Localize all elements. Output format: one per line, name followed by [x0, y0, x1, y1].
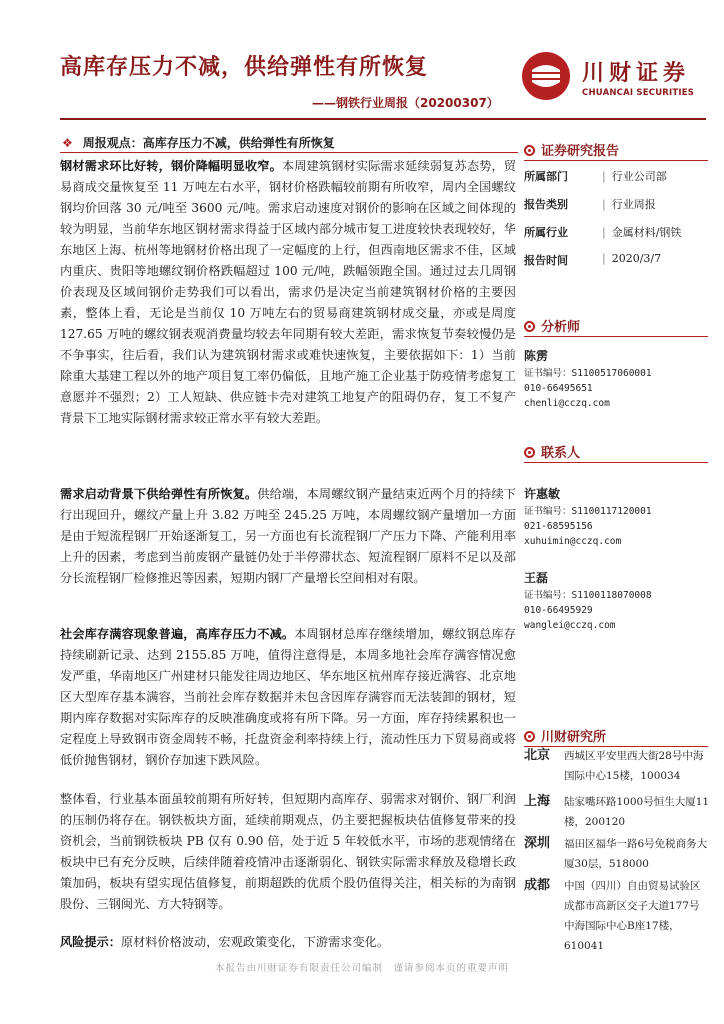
section-heading: ❖ 周报观点：高库存压力不减，供给弹性有所恢复 [62, 136, 335, 150]
circle-bullet-icon [524, 731, 535, 742]
sidebar-divider [524, 462, 708, 463]
contact-card: 王磊 证书编号：S1100118070008 010-66495929 wanglei@cczq.com [524, 568, 708, 633]
paragraph-inventory: 社会库存满容现象普遍，高库存压力不减。本周钢材总库存继续增加，螺纹钢总库存持续刷新记录、达到 2155.85 万吨，值得注意得是，本周多地社会库存满容情况愈发严重，华南地区广州建材只能发往周边地区、华东地区杭州库存接近满容、北京地区大型库存基本满容，当前社会库存数据并未包含因库存满容而无法装卸的钢材，短期内库存数据对实际库存的反映准确度或将有所下降。另一方面，库存持续累积也一定程度上导致钢市资金周转不畅，托盘资金利率持续上行，流动性压力下贸易商或将低价抛售钢材，钢价存加速下跌风险。 [60, 627, 516, 767]
institute-heading: 川财研究所 [524, 726, 606, 745]
analyst-card: 陈雳 证书编号：S1100517060001 010-66495651 chenli@cczq.com [524, 346, 708, 411]
chuancai-logo-icon [522, 52, 570, 100]
circle-bullet-icon [524, 321, 535, 332]
sidebar-divider [524, 336, 708, 337]
sidebar-divider [524, 160, 708, 161]
email-link[interactable]: xuhuimin@cczq.com [524, 536, 622, 547]
diamond-bullet-icon: ❖ [62, 136, 73, 150]
paragraph-demand: 钢材需求环比好转，钢价降幅明显收窄。本周建筑钢材实际需求延续弱复苏态势，贸易商成交量恢复至 11 万吨左右水平，钢材价格跌幅较前期有所收窄，周内全国螺纹钢均价回落 30 元/吨至 3600 元/吨。需求启动速度对钢价的影响在区域之间体现的较为明显，当前华东地区钢材需求得益于区域内部分城市复工进度较快表现较好，华东地区上海、杭州等地钢材价格出现了一定幅度的上行，但西南地区需求不佳，区域内重庆、贵阳等地螺纹钢价格跌幅超过 100 元/吨，跌幅领跑全国。通过过去几周钢价表现及区域间钢价走势我们可以看出，需求仍是决定当前建筑钢材价格的主要因素，整体上看，无论是当前仅 10 万吨左右的贸易商建筑钢材成交量，亦或是周度 127.65 万吨的螺纹钢表观消费量均较去年同期有较大差距，需求恢复节奏较慢仍是不争事实，往后看，我们认为建筑钢材需求或难快速恢复，主要依据如下：1）当前除重大基建工程以外的地产项目复工率仍偏低，且地产施工企业基于防疫情考虑复工意愿并不强烈；2）工人短缺、供应链卡壳对建筑工地复产的阻碍仍存，复工不复产背景下工地实际钢材需求较正常水平有较大差距。 [60, 159, 516, 425]
paragraph-summary: 整体看，行业基本面虽较前期有所好转，但短期内高库存、弱需求对钢价、钢厂利润的压制仍将存在。钢铁板块方面，延续前期观点，仍主要把握板块估值修复带来的投资机会，当前钢铁板块 PB 仅有 0.90 倍，处于近 5 年较低水平，市场的悲观情绪在板块中已有充分反映，后续伴随着疫情冲击逐渐弱化、钢铁实际需求释放及稳增长政策加码，板块有望实现估值修复，前期超跌的优质个股仍值得关注，相关标的为南钢股份、三钢闽光、方大特钢等。 [60, 792, 516, 911]
header-divider [60, 118, 706, 120]
analyst-heading: 分析师 [524, 316, 580, 335]
report-info-heading: 证券研究报告 [524, 140, 619, 159]
section-divider [60, 152, 518, 153]
footer-disclaimer: 本报告由川财证券有限责任公司编制 谨请参阅本页的重要声明 [214, 963, 509, 974]
contact-card: 许惠敏 证书编号：S1100117120001 021-68595156 xuhuimin@cczq.com [524, 484, 708, 549]
paragraph-supply: 需求启动背景下供给弹性有所恢复。供给端，本周螺纹钢产量结束近两个月的持续下行出现回升，螺纹产量上升 3.82 万吨至 245.25 万吨，本周螺纹钢产量增加一方面是由于短流程钢厂开始逐渐复工，另一方面也有长流程钢厂产压力下降、产能利用率上升的因素，考虑到当前废钢产量链仍处于半停滞状态、短流程钢厂原料不足以及部分长流程钢厂检修推迟等因素，短期内钢厂产量增长空间相对有限。 [60, 487, 516, 585]
paragraph-risk: 风险提示：原材料价格波动，宏观政策变化，下游需求变化。 [60, 935, 390, 949]
email-link[interactable]: wanglei@cczq.com [524, 620, 616, 631]
email-link[interactable]: chenli@cczq.com [524, 398, 610, 409]
report-subtitle: ——钢铁行业周报（20200307） [312, 96, 499, 110]
contact-heading: 联系人 [524, 442, 580, 461]
logo-name-cn: 川财证券 [582, 61, 691, 86]
logo-name-en: CHUANCAI SECURITIES [582, 88, 695, 98]
circle-bullet-icon [524, 447, 535, 458]
chuancai-logo [522, 48, 704, 106]
report-title: 高库存压力不减，供给弹性有所恢复 [60, 55, 429, 80]
circle-bullet-icon [524, 145, 535, 156]
